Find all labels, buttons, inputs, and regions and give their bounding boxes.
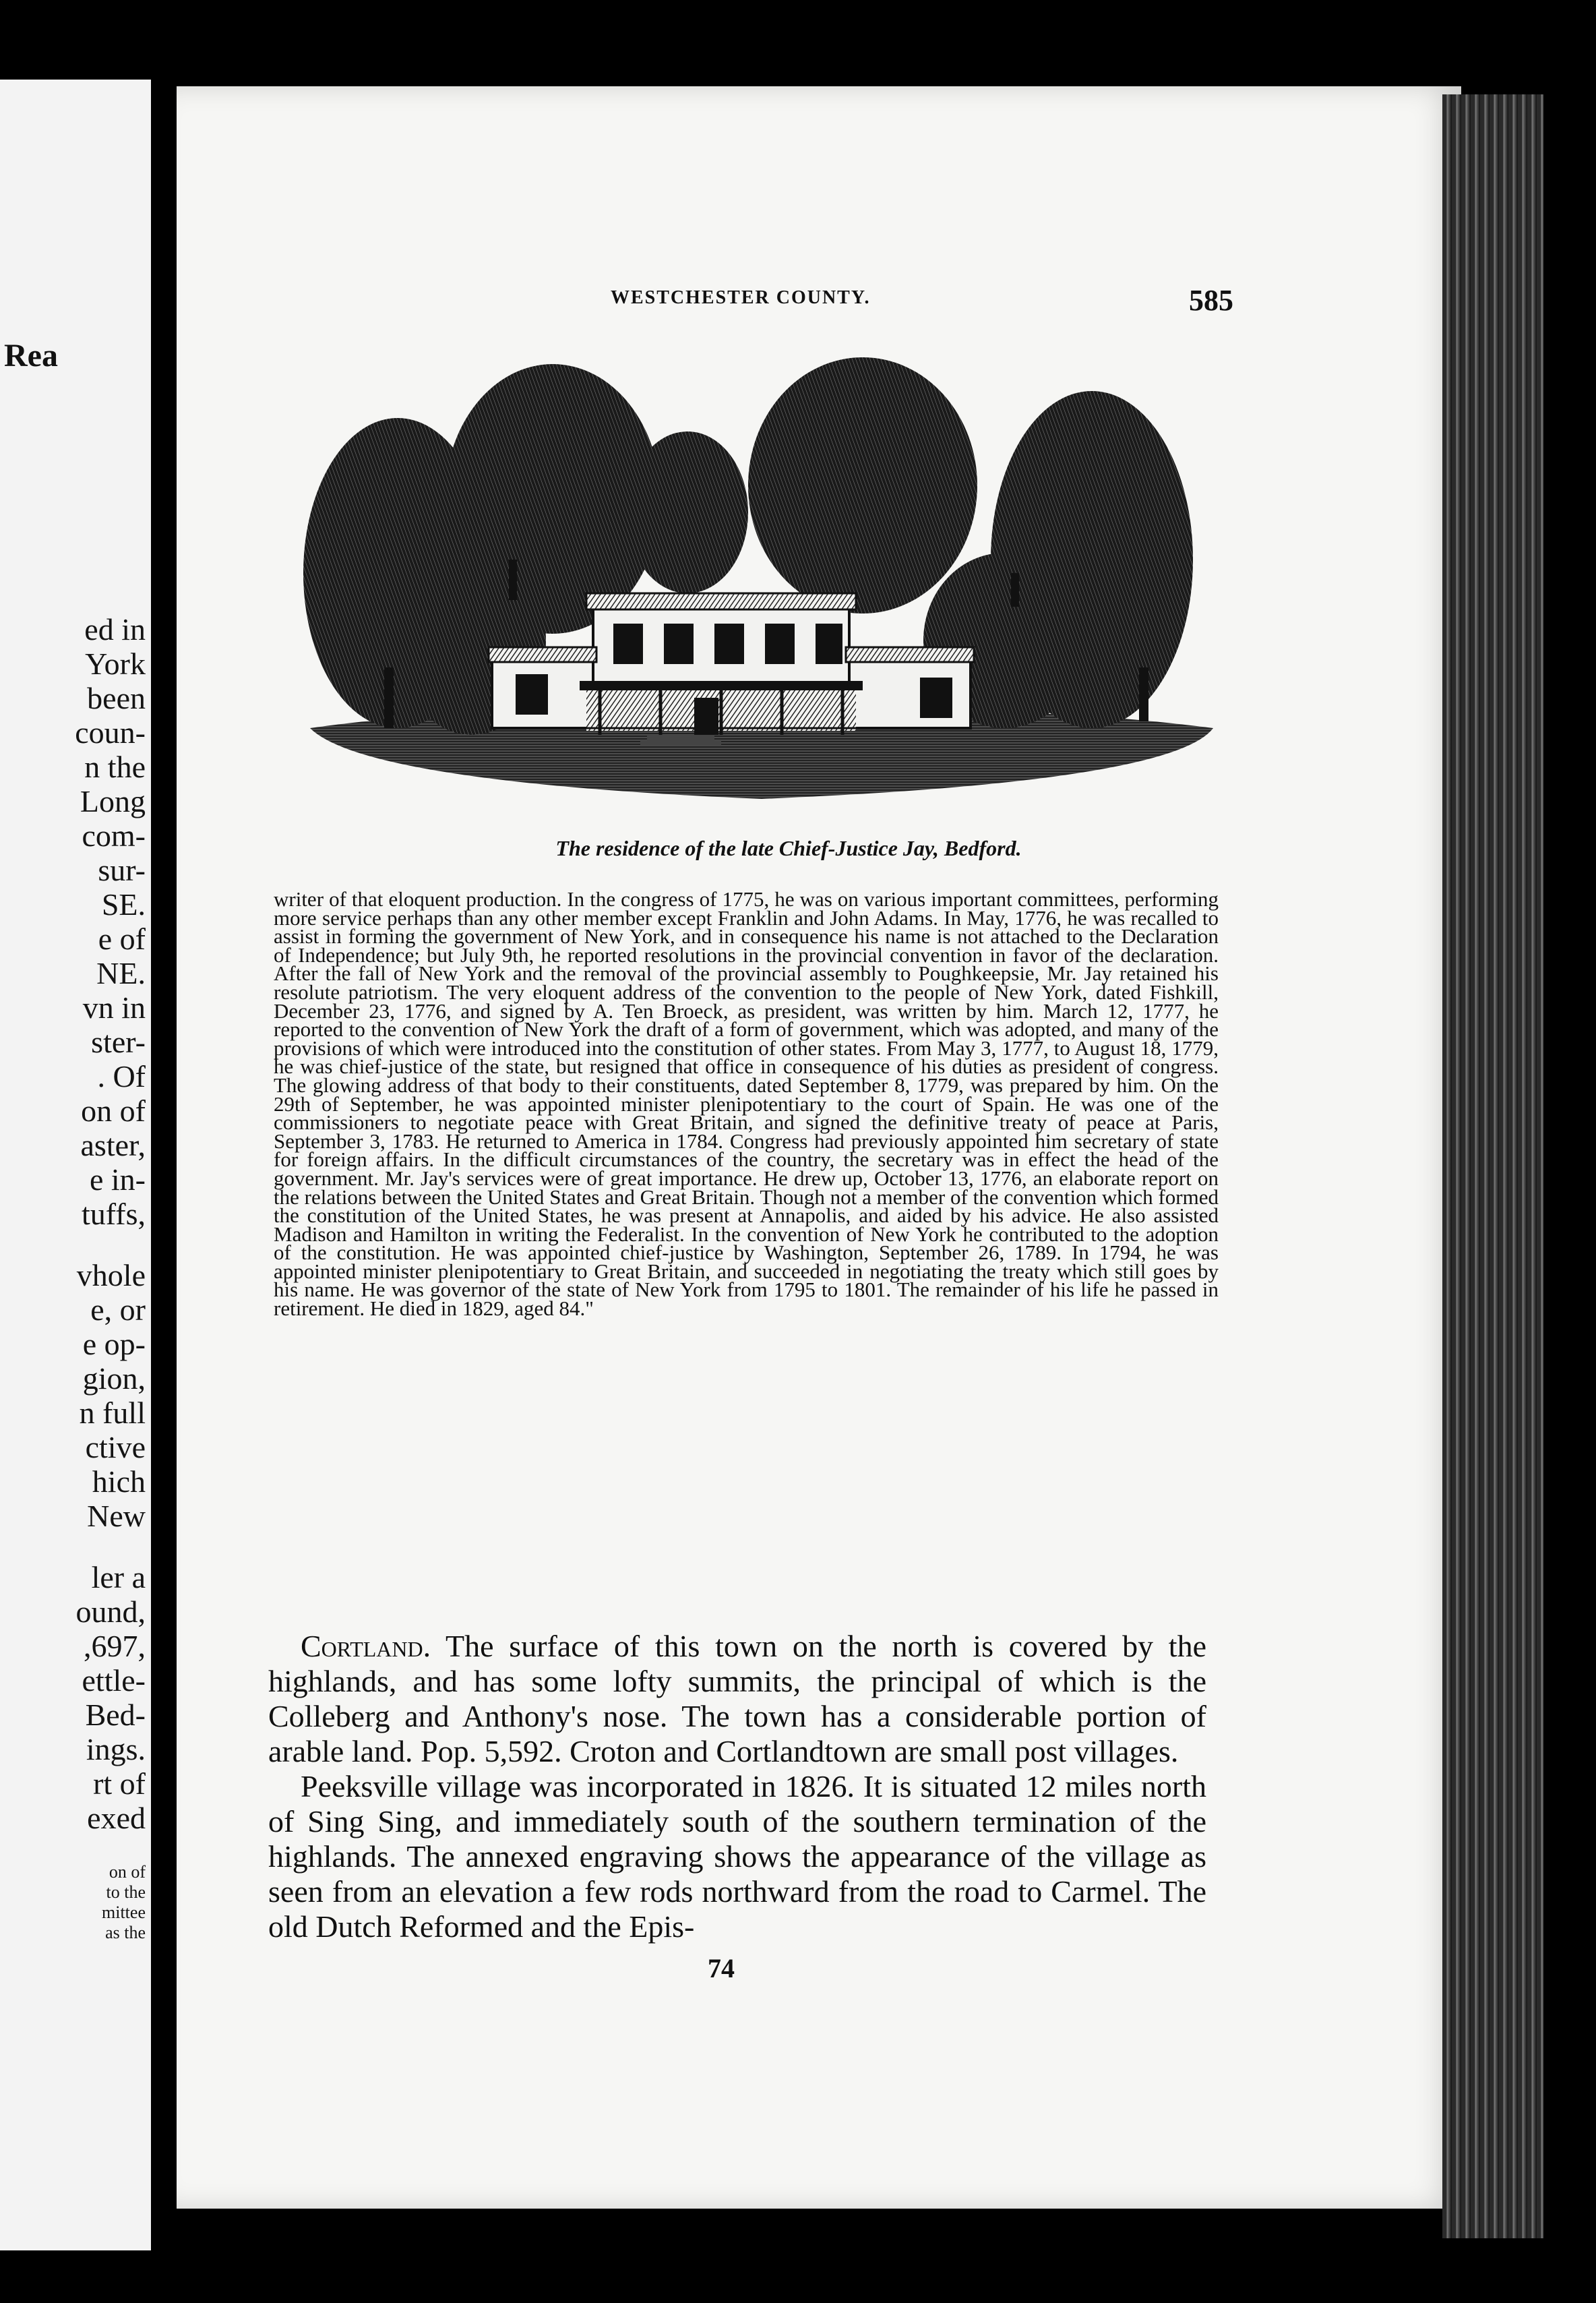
- page-edge-stack: [1442, 94, 1543, 2238]
- left-page-line: aster,: [80, 1128, 146, 1162]
- left-page-line: NE.: [96, 956, 146, 990]
- left-page: [0, 80, 151, 2250]
- left-page-line: com-: [82, 818, 146, 853]
- left-page-line: gion,: [82, 1361, 146, 1396]
- left-page-line: on of: [81, 1094, 146, 1128]
- left-page-line: tuffs,: [82, 1197, 146, 1231]
- left-page-heading-fragment: Rea: [4, 338, 58, 373]
- signature-mark: 74: [708, 1953, 735, 1983]
- left-page-line: vhole: [76, 1258, 146, 1292]
- left-page-line: ster-: [91, 1025, 146, 1059]
- left-page-line: ,697,: [84, 1629, 146, 1663]
- left-page-line: hich: [92, 1464, 146, 1499]
- left-page-line: n the: [84, 750, 146, 784]
- left-page-line: . Of: [97, 1059, 146, 1094]
- left-page-line: York: [85, 647, 146, 681]
- left-page-footnote-line: mittee: [102, 1903, 146, 1922]
- illustration-caption: The residence of the late Chief-Justice Jay, Bedford.: [555, 836, 1022, 860]
- left-page-footnote-line: on of: [109, 1862, 146, 1882]
- left-page-line: Long: [80, 784, 146, 818]
- left-page-line: been: [87, 681, 146, 715]
- left-page-line: sur-: [98, 853, 146, 887]
- left-page-line: ler a: [91, 1560, 146, 1594]
- left-page-line: exed: [87, 1801, 146, 1835]
- page-number: 585: [1189, 284, 1233, 317]
- engraving-house-with-trees-icon: [297, 351, 1227, 836]
- left-page-line: rt of: [93, 1766, 146, 1801]
- left-page-line: New: [87, 1499, 146, 1533]
- body-text: [268, 1629, 1206, 1944]
- left-page-line: Bed-: [85, 1698, 146, 1732]
- quote-paragraph-text: writer of that eloquent production. In the congress of 1775, he was on various important committees, performing more service perhaps than any other member except Franklin and John Adams. In May, 1776, he was recalled to assist in forming the government of New York, and in consequence his name is not attached to the Declaration of Independence; but July 9th, he reported resolutions in the provincial convention in favor of the declaration. After the fall of New York and the removal of the provincial assembly to Poughkeepsie, Mr. Jay retained his resolute patriotism. The very eloquent address of the convention to the people of New York, dated Fishkill, December 23, 1776, and signed by A. Ten Broeck, as president, was written by him. March 12, 1777, he reported to the convention of New York the draft of a form of government, which was adopted, and many of the provisions of which were introduced into the constitution of other states. From May 3, 1777, to August 18, 1779, he was chief-justice of the state, but resigned that office in consequence of his duties as president of congress. The glowing address of that body to their constituents, dated September 8, 1779, was prepared by him. On the 29th of September, he was appointed minister plenipotentiary to the court of Spain. He was one of the commissioners to negotiate peace with Great Britain, and signed the definitive treaty of peace at Paris, September 3, 1783. He returned to America in 1784. Congress had previously appointed him secretary of state for foreign affairs. In the difficult circumstances of the country, the secretary was in effect the head of the government. Mr. Jay's services were of great importance. He drew up, October 13, 1776, an elaborate report on the relations between the United States and Great Britain. Though not a member of the convention which formed the constitution of the United States, he was present at Annapolis, and aided by his advice. He also assisted Madison and Hamilton in writing the Federalist. In the convention of New York he contributed to the adoption of the constitution. He was appointed chief-justice by Washington, September 26, 1789. In 1794, he was appointed minister plenipotentiary to Great Britain, and succeeded in negotiating the treaty which still goes by his name. He was governor of the state of New York from 1795 to 1801. The remainder of his life he passed in retirement. He died in 1829, aged 84.": [274, 887, 1219, 1321]
- left-page-line: SE.: [101, 887, 146, 922]
- peeksville-paragraph: Peeksville village was incorporated in 1826. It is situated 12 miles north of Sing Sing, and immediately south of the southern termination of the highlands. The annexed engraving shows the appearance of the village as seen from an elevation a few rods northward from the road to Carmel. The old Dutch Reformed and the Epis-: [268, 1769, 1206, 1944]
- left-page-footnote-line: to the: [106, 1882, 146, 1902]
- cortland-heading: Cortland.: [301, 1629, 431, 1663]
- left-page-line: vn in: [82, 990, 146, 1025]
- running-title: WESTCHESTER COUNTY.: [611, 287, 871, 308]
- cortland-text: The surface of this town on the north is covered by the highlands, and has some lofty summits, the principal of which is the Colleberg and Anthony's nose. The town has a considerable portion of arable land. Pop. 5,592. Croton and Cortlandtown are small post villages.: [268, 1629, 1206, 1768]
- left-page-line: e, or: [90, 1292, 146, 1327]
- left-page-line: ings.: [86, 1732, 146, 1766]
- left-page-line: n full: [79, 1396, 146, 1430]
- left-page-line: ettle-: [82, 1663, 146, 1698]
- cortland-paragraph: [268, 1629, 1206, 1769]
- left-page-line: e in-: [89, 1162, 146, 1197]
- left-page-line: coun-: [75, 715, 146, 750]
- quoted-biography-paragraph: [274, 887, 1219, 1321]
- left-page-footnote-line: as the: [105, 1923, 146, 1942]
- left-page-line: ed in: [84, 612, 146, 647]
- left-page-line: e of: [98, 922, 146, 956]
- left-page-line: e op-: [82, 1327, 146, 1361]
- left-page-line: ctive: [85, 1430, 146, 1464]
- left-page-line: ound,: [75, 1594, 146, 1629]
